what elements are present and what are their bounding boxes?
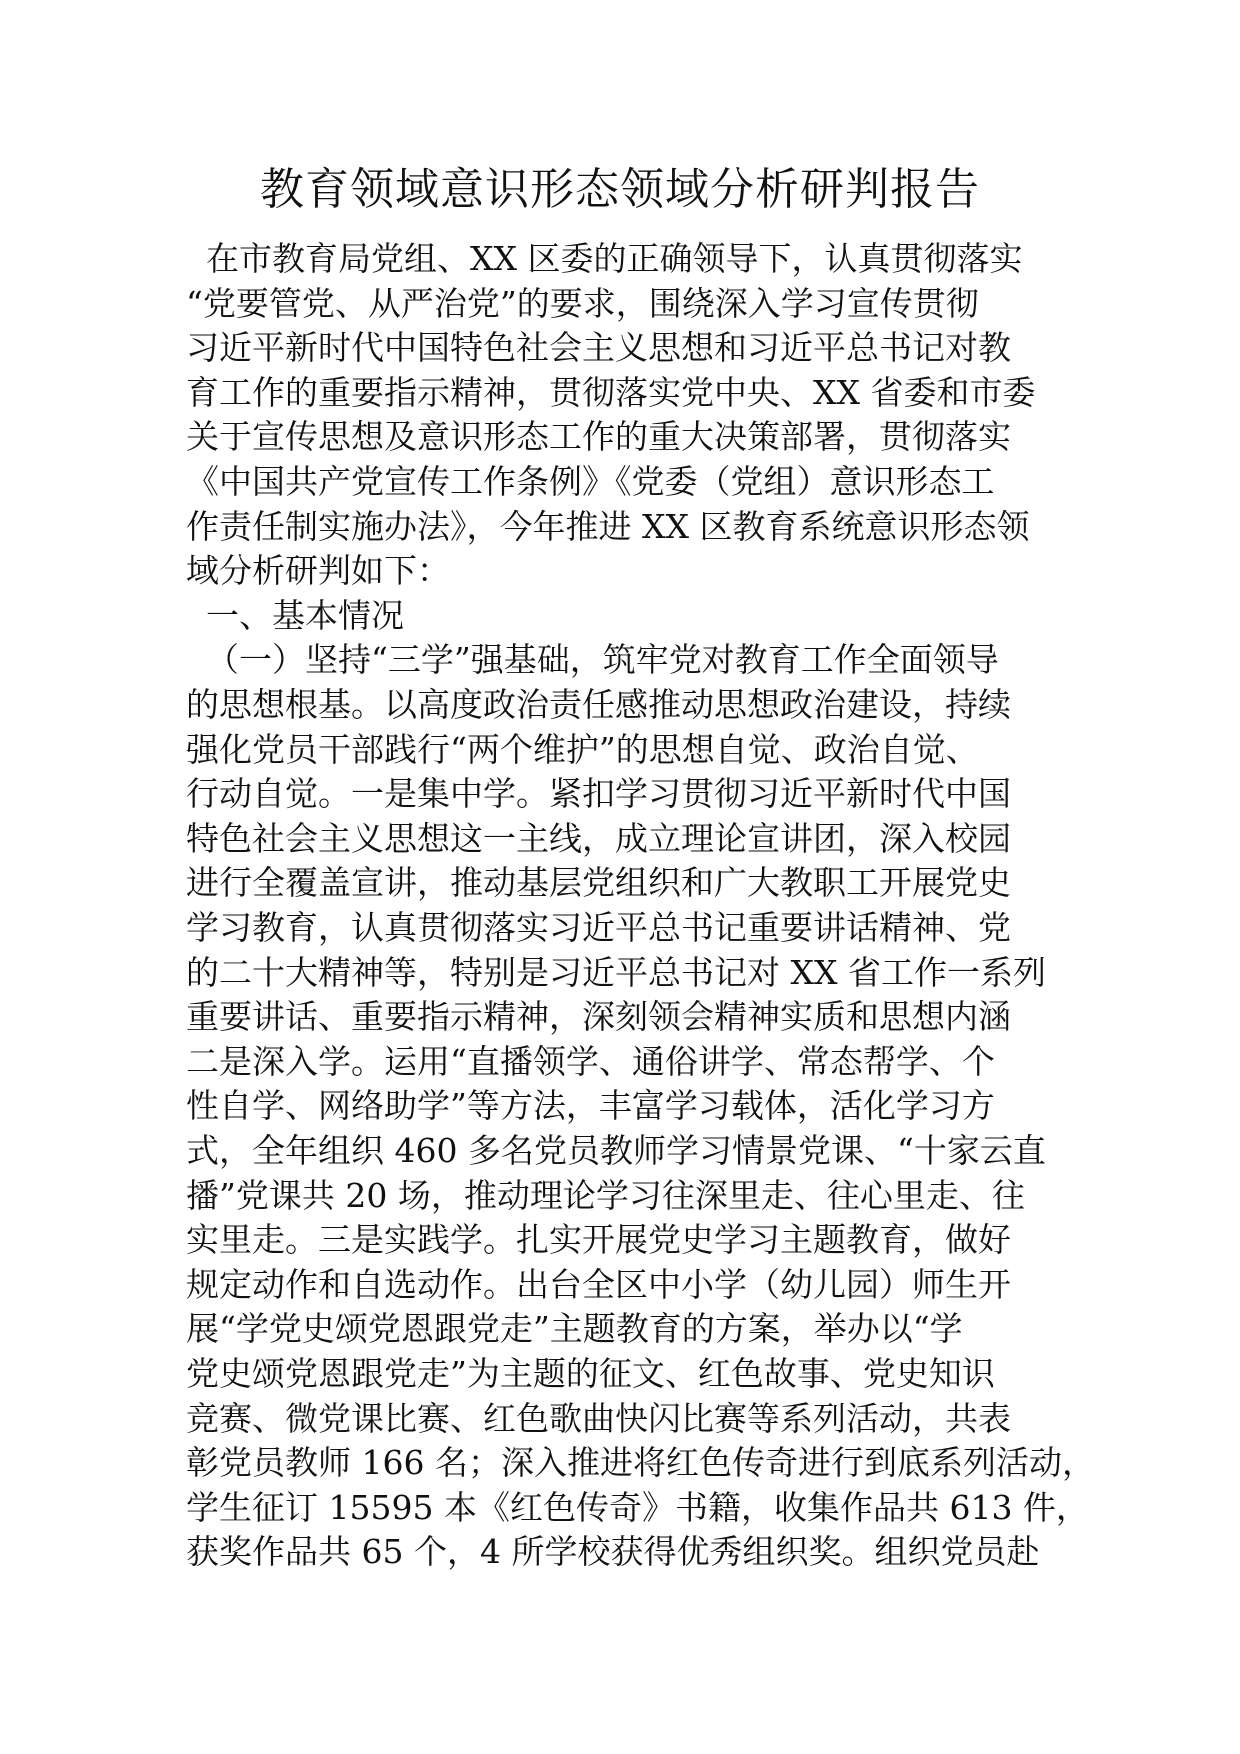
body-line: 强化党员干部践行“两个维护”的思想自觉、政治自觉、 bbox=[186, 730, 979, 769]
body-line: 性自学、网络助学”等方法，丰富学习载体，活化学习方 bbox=[186, 1086, 995, 1125]
body-line: 式，全年组织 460 多名党员教师学习情景党课、“十家云直 bbox=[186, 1131, 1046, 1170]
body-line: （一）坚持“三学”强基础，筑牢党对教育工作全面领导 bbox=[206, 640, 999, 679]
body-line: 育工作的重要指示精神，贯彻落实党中央、XX 省委和市委 bbox=[186, 373, 1036, 412]
body-line: 行动自觉。一是集中学。紧扣学习贯彻习近平新时代中国 bbox=[186, 774, 1011, 813]
body-line: 在市教育局党组、XX 区委的正确领导下，认真贯彻落实 bbox=[206, 239, 1023, 278]
body-line: 域分析研判如下： bbox=[186, 551, 450, 590]
body-line: 关于宣传思想及意识形态工作的重大决策部署，贯彻落实 bbox=[186, 417, 1011, 456]
section-heading: 一、基本情况 bbox=[206, 596, 404, 635]
body-line: 的二十大精神等，特别是习近平总书记对 XX 省工作一系列 bbox=[186, 953, 1046, 992]
body-line: 竞赛、微党课比赛、红色歌曲快闪比赛等系列活动，共表 bbox=[186, 1399, 1011, 1438]
body-line: 习近平新时代中国特色社会主义思想和习近平总书记对教 bbox=[186, 328, 1011, 367]
body-line: 获奖作品共 65 个，4 所学校获得优秀组织奖。组织党员赴 bbox=[186, 1532, 1040, 1571]
body-line: 规定动作和自选动作。出台全区中小学（幼儿园）师生开 bbox=[186, 1265, 1011, 1304]
body-line: 彰党员教师 166 名；深入推进将红色传奇进行到底系列活动， bbox=[186, 1443, 1095, 1482]
body-line: 重要讲话、重要指示精神，深刻领会精神实质和思想内涵 bbox=[186, 997, 1011, 1036]
body-line: 作责任制实施办法》，今年推进 XX 区教育系统意识形态领 bbox=[186, 507, 1030, 546]
body-line: 特色社会主义思想这一主线，成立理论宣讲团，深入校园 bbox=[186, 819, 1011, 858]
document-title: 教育领域意识形态领域分析研判报告 bbox=[260, 164, 980, 215]
body-line: “党要管党、从严治党”的要求，围绕深入学习宣传贯彻 bbox=[186, 284, 979, 323]
body-line: 进行全覆盖宣讲，推动基层党组织和广大教职工开展党史 bbox=[186, 863, 1011, 902]
body-line: 播”党课共 20 场，推动理论学习往深里走、往心里走、往 bbox=[186, 1176, 1025, 1215]
body-line: 学习教育，认真贯彻落实习近平总书记重要讲话精神、党 bbox=[186, 908, 1011, 947]
body-line: 实里走。三是实践学。扎实开展党史学习主题教育，做好 bbox=[186, 1220, 1011, 1259]
body-line: 党史颂党恩跟党走”为主题的征文、红色故事、党史知识 bbox=[186, 1354, 995, 1393]
body-line: 展“学党史颂党恩跟党走”主题教育的方案，举办以“学 bbox=[186, 1309, 963, 1348]
body-line: 《中国共产党宣传工作条例》《党委（党组）意识形态工 bbox=[186, 462, 995, 501]
body-line: 的思想根基。以高度政治责任感推动思想政治建设，持续 bbox=[186, 685, 1011, 724]
body-line: 学生征订 15595 本《红色传奇》书籍，收集作品共 613 件， bbox=[186, 1488, 1089, 1527]
body-line: 二是深入学。运用“直播领学、通俗讲学、常态帮学、个 bbox=[186, 1042, 995, 1081]
